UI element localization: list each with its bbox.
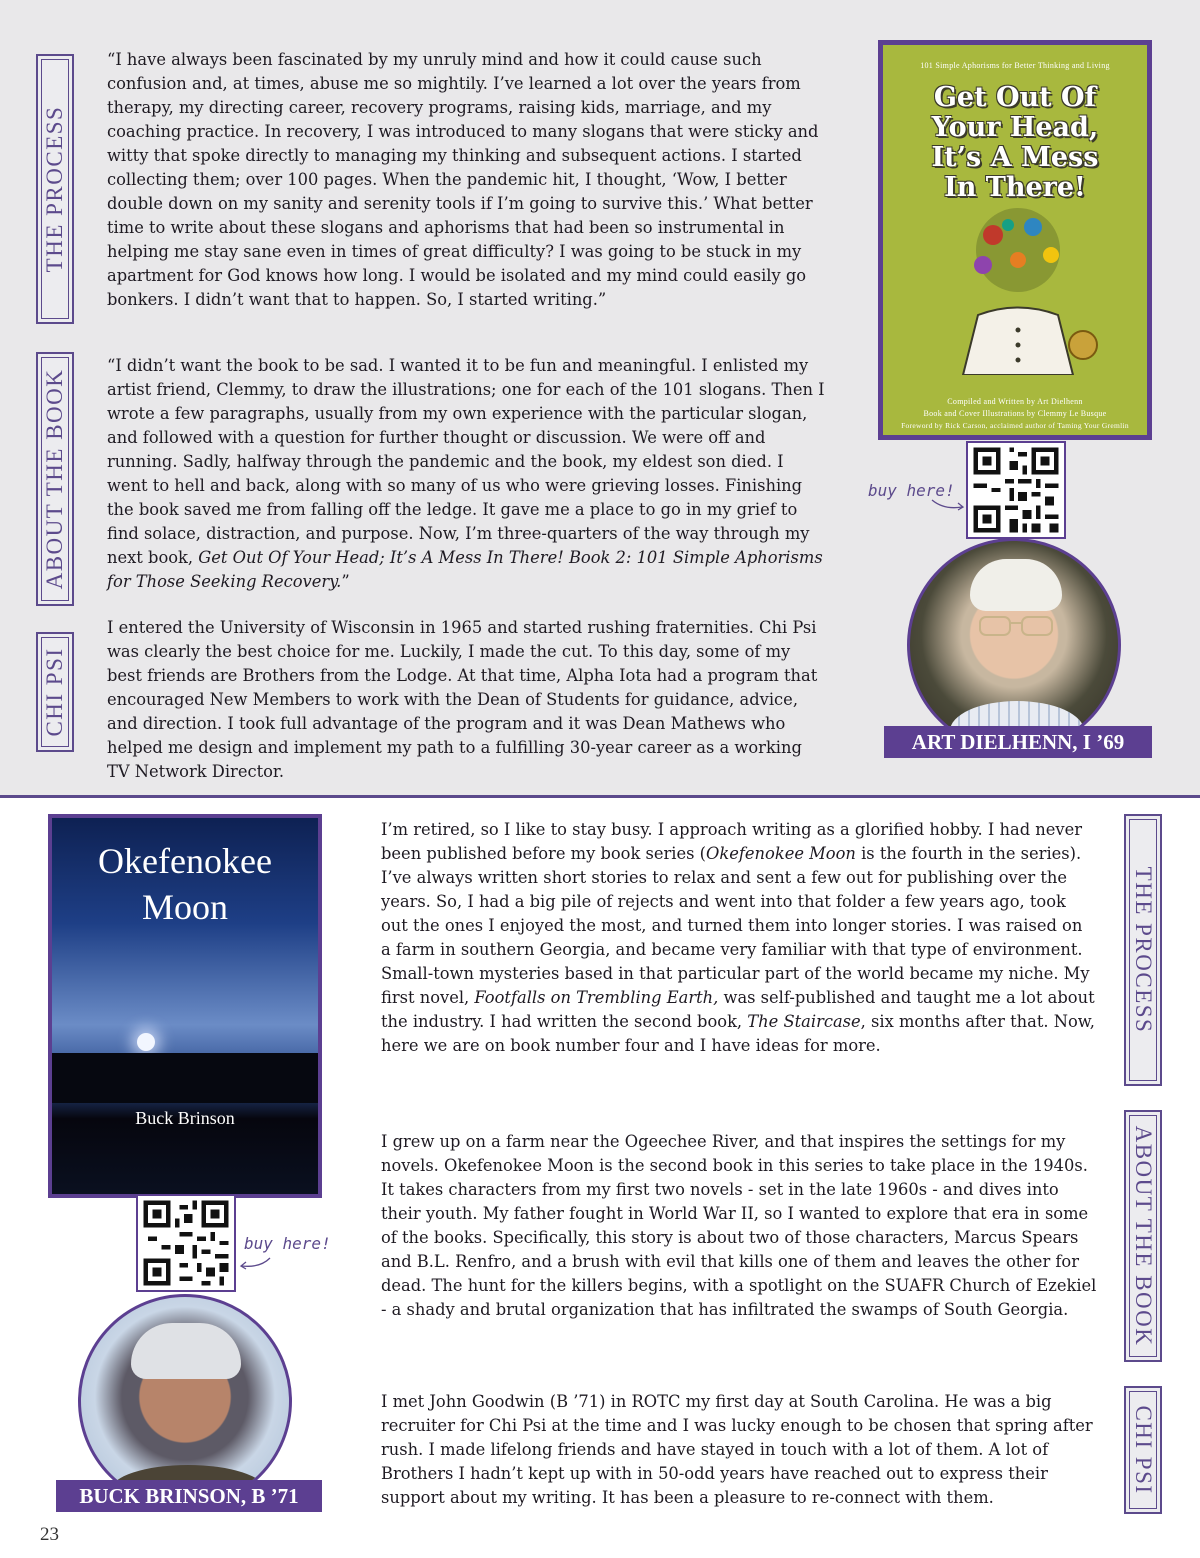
art-book-cover[interactable] [878, 40, 1152, 440]
book1-title-line1: Get Out Of [933, 82, 1097, 113]
label-the-process-right-text: THE PROCESS [1131, 866, 1156, 1034]
book1-illustration [923, 205, 1113, 375]
portrait-hair [970, 559, 1062, 611]
arrow-icon [928, 496, 968, 512]
art-buy-here-label: buy here! [868, 481, 955, 500]
buck-process-text-c: is the fourth in the series). I’ve always written short stories to relax and sent a few out for publishing over the years. So, I had a big pile of rejects and went into that folder a few years ago, took out the ones I enjoyed the most, and turned them into longer stories. I was raised on a farm in southern Georgia, and became very familiar with that type of environment. Small-town mysteries based in that particular part of the world became my niche. My first novel, [381, 844, 1090, 1007]
buck-process-paragraph [381, 818, 1097, 1058]
buck-chipsi-paragraph: I met John Goodwin (B ’71) in ROTC my first day at South Carolina. He was a big recruiter for Chi Psi at the time and I was lucky enough to be chosen that spring after rush. I made lifelong friends and have stayed in touch with a lot of them. A lot of Brothers I hadn’t kept up with in 50-odd years have reached out to express their support about my writing. It has been a pleasure to re-connect with them. [381, 1392, 1093, 1507]
buck-name-plate: BUCK BRINSON, B ’71 [56, 1480, 322, 1512]
section-divider [0, 795, 1200, 798]
treeline [52, 1053, 318, 1103]
book1-title [883, 83, 1147, 203]
art-about-paragraph [107, 354, 825, 594]
buck-process-text-g: , six months after that. Now, here we are on book number four and I have ideas for more. [381, 1012, 1095, 1055]
label-about-the-book [36, 352, 74, 606]
label-the-process-right [1124, 814, 1162, 1086]
art-next-book-title: Get Out Of Your Head; It’s A Mess In There! Book 2: 101 Simple Aphorisms for Those Seeking Recovery. [107, 548, 823, 591]
label-about-the-book-right-text: ABOUT THE BOOK [1131, 1125, 1156, 1347]
buck-book-title-ref: Okefenokee Moon [706, 844, 856, 863]
book1-title-line4: In There! [944, 172, 1086, 203]
book1-credit-3: Foreword by Rick Carson, acclaimed author of Taming Your Gremlin [901, 421, 1129, 430]
art-portrait [907, 538, 1121, 752]
arrow-icon [238, 1255, 274, 1271]
book1-credit-2: Book and Cover Illustrations by Clemmy Le Busque [923, 409, 1107, 418]
buck-second-book-title: The Staircase [747, 1012, 861, 1031]
buck-process-text-e: was self-published and taught me a lot about the industry. I had written the second book, [381, 988, 1095, 1031]
buck-buy-here-label: buy here! [244, 1234, 331, 1253]
buck-about-paragraph: I grew up on a farm near the Ogeechee River, and that inspires the settings for my novels. Okefenokee Moon is the second book in this series to take place in the 1940s. It takes characters from my first two novels - set in the late 1960s - and dives into their youth. My father fought in World War II, so I wanted to explore that era in some of the books. Specifically, this story is about two of those characters, Marcus Spears and B.L. Renfro, and a brush with evil that kills one of them and leaves the other for dead. The hunt for the killers begins, with a spotlight on the SUAFR Church of Ezekiel - a shady and brutal organization that has infiltrated the swamps of South Georgia. [381, 1132, 1097, 1319]
book2-author: Buck Brinson [135, 1108, 235, 1128]
art-about-close-quote: ” [341, 572, 350, 591]
label-about-the-book-right [1124, 1110, 1162, 1362]
label-the-process [36, 54, 74, 324]
label-about-the-book-text: ABOUT THE BOOK [42, 368, 67, 590]
book2-title-line1: Okefenokee [98, 841, 272, 881]
book2-title-line2: Moon [141, 887, 228, 927]
book1-subtitle: 101 Simple Aphorisms for Better Thinking and Living [920, 61, 1110, 70]
buck-portrait [78, 1294, 292, 1508]
art-name-plate: ART DIELHENN, I ’69 [884, 726, 1152, 758]
book1-title-line3: It’s A Mess [931, 142, 1099, 173]
label-chi-psi-right-text: CHI PSI [1131, 1405, 1156, 1495]
qr-code-icon [138, 1196, 234, 1290]
art-chipsi-paragraph: I entered the University of Wisconsin in 1965 and started rushing fraternities. Chi Psi was clearly the best choice for me. Luckily, I made the cut. To this day, some of my best friends are Brothers from the Lodge. At that time, Alpha Iota had a program that encouraged New Members to work with the Dean of Students for guidance, advice, and direction. I took full advantage of the program and it was Dean Mathews who helped me design and implement my path to a fulfilling 30-year career as a working TV Network Director. [107, 618, 818, 781]
buck-qr-code[interactable] [136, 1194, 236, 1292]
portrait-hair [131, 1323, 241, 1379]
buck-process-text-a: I’m retired, so I like to stay busy. I approach writing as a glorified hobby. I had never been published before my book series ( [381, 820, 1083, 863]
book1-credit-1: Compiled and Written by Art Dielhenn [947, 397, 1083, 406]
buck-book-cover[interactable] [48, 814, 322, 1198]
book2-title [52, 838, 318, 930]
page-number: 23 [40, 1524, 59, 1545]
label-chi-psi-right [1124, 1386, 1162, 1514]
label-chi-psi [36, 632, 74, 752]
label-the-process-text: THE PROCESS [42, 105, 67, 273]
art-process-paragraph: “I have always been fascinated by my unruly mind and how it could cause such confusion and, at times, abuse me so mightily. I’ve learned a lot over the years from therapy, my directing career, recovery programs, raising kids, marriage, and my coaching practice. In recovery, I was introduced to many slogans that were sticky and witty that spoke directly to managing my thinking and subsequent actions. I started collecting them; over 100 pages. When the pandemic hit, I thought, ‘Wow, I better double down on my sanity and serenity tools if I’m going to survive this.’ What better time to write about these slogans and aphorisms that had been so instrumental in helping me stay sane even in times of great difficulty? I was going to be stuck in my apartment for God knows how long. I would be isolated and my mind could easily go bonkers. I didn’t want that to happen. So, I started writing.” [107, 50, 819, 309]
art-qr-code[interactable] [966, 441, 1066, 539]
book1-title-line2: Your Head, [931, 112, 1099, 143]
qr-code-icon [968, 443, 1064, 537]
moon-icon [137, 1033, 155, 1051]
art-about-text: “I didn’t want the book to be sad. I wanted it to be fun and meaningful. I enlisted my artist friend, Clemmy, to draw the illustrations; one for each of the 101 slogans. Then I wrote a few paragraphs, usually from my own experience with the particular slogan, and followed with a question for further thought or discussion. We were off and running. Sadly, halfway through the pandemic and the book, my eldest son died. I went to hell and back, along with so many of us who were grieving losses. Finishing the book saved me from falling off the ledge. It gave me a place to go in my grief to find solace, distraction, and purpose. Now, I’m three-quarters of the way through my next book, [107, 356, 825, 567]
buck-first-novel-title: Footfalls on Trembling Earth, [474, 988, 719, 1007]
label-chi-psi-text: CHI PSI [42, 647, 67, 737]
glasses-icon [976, 613, 1056, 637]
